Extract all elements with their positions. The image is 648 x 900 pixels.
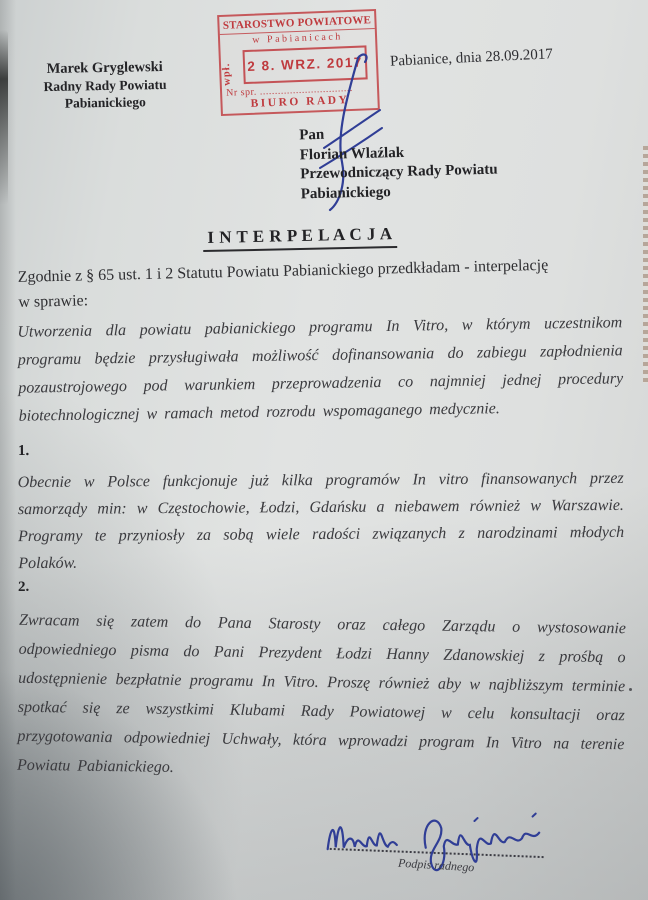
signature-i-dots [474,812,535,823]
paraph-stroke [358,55,367,62]
section-1-number: 1. [17,442,30,460]
place-and-date-line: Pabianice, dnia 28.09.2017 [389,46,554,70]
document-title: I N T E R P E L A C J A [203,224,397,252]
sender-role-line2: Pabianickiego [64,94,146,111]
sender-block [26,59,185,113]
stamp-date-received: 2 8. WRZ. 2017 [247,54,364,74]
signature-caption: Podpis radnego [397,855,475,875]
stamp-office-name: BIURO RADY [250,94,350,110]
addressee-role-line1: Przewodniczący Rady Powiatu [300,161,498,183]
intro-paragraph [18,251,625,315]
addressee-block [299,122,498,205]
stamp-case-number-line: Nr spr. ............................... [225,82,353,99]
section-2-text: Zwracam się zatem do Pana Starosty oraz całego Zarządu o wystosowanie odpowiedniego pisma do Pani Prezydent Łodzi Hanny Zdanowskiej z prośbą o udostępnienie bezpłatnie programu In Vitro. Proszę również aby w najbliższym terminie spotkać się ze wszystkimi Klubami Rady Powiatowej w celu konsultacji oraz przygotowania odpowiedniej Uchwały, która wprowadzi program In Vitro na terenie Powiatu Pabianickiego. [16,611,627,776]
addressee-name: Florian Wlaźlak [299,144,405,163]
intro-line1: Zgodnie z § 65 ust. 1 i 2 Statutu Powiatu Pabianickiego przedkładam - interpelację [17,256,549,286]
section-2-number: 2. [18,579,30,595]
stamp-org-city: w Pabianicach [252,31,344,46]
document-title-wrap [150,223,450,253]
stamp-org-name: STAROSTWO POWIATOWE [219,13,374,35]
intro-line2: w sprawie: [18,292,89,311]
page-right-edge-texture [643,146,648,383]
signature-stroke-first-name [328,827,398,851]
sender-role-line1: Radny Rady Powiatu [43,76,167,95]
page-left-edge-shadow [0,30,8,205]
subject-paragraph: Utworzenia dla powiatu pabianickiego programu In Vitro, w którym uczestnikom programu będzie przysługiwała możliwość dofinansowania do zabiegu zapłodnienia pozaustrojowego pod warunkiem przeprowadzenia co najmniej jednej procedury biotechnologicznej w ramach metod rozrodu wspomaganego medycznie. [17,314,624,425]
stamp-wpl-label: wpł. [220,62,233,86]
sender-name: Marek Gryglewski [46,58,163,78]
paper-speck [629,688,632,691]
addressee-role-line2: Pabianickiego [300,183,391,202]
addressee-salutation: Pan [299,126,325,144]
section-1-text: Obecnie w Polsce funkcjonuje już kilka programów In vitro finansowanych przez samorządy min: w Częstochowie, Łodzi, Gdańsku a niebawem również w Warszawie. Programy te przyniosły za sobą wiele radości związanych z narodzinami młodych Polaków. [17,469,625,573]
